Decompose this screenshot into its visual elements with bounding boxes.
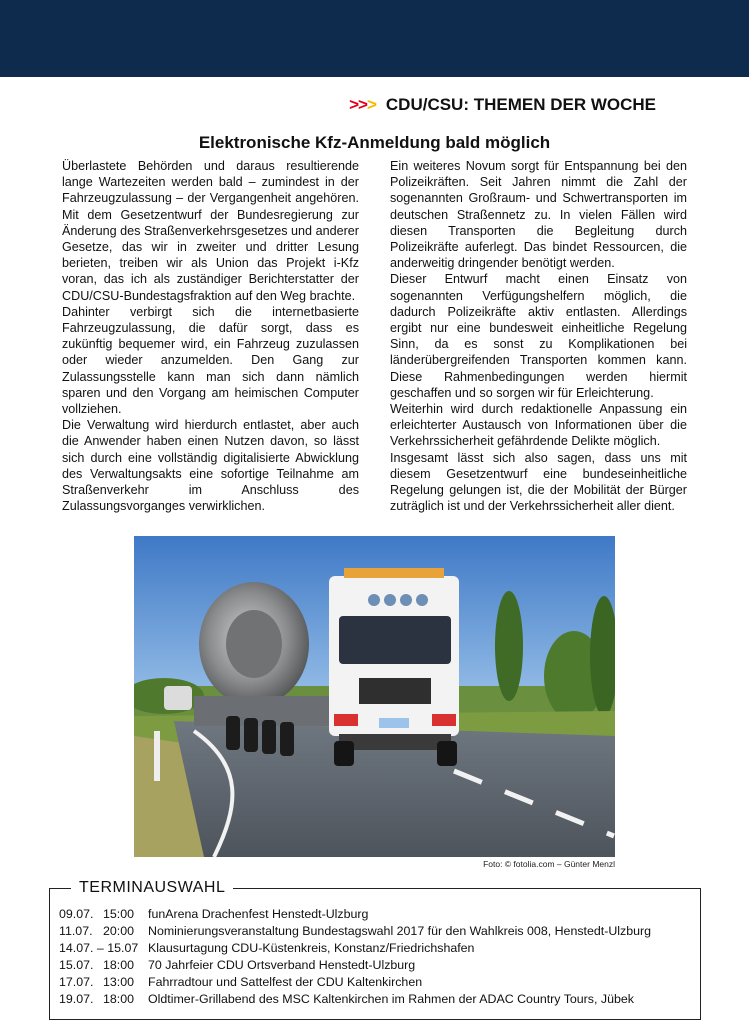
event-title: Oldtimer-Grillabend des MSC Kaltenkirchen im Rahmen der ADAC Country Tours, Jübek [148, 992, 634, 1006]
paragraph: Die Verwaltung wird hierdurch entlastet, aber auch die Anwender haben einen Nutzen davon, so lässt sich durch eine vollständig digitalisierte Abwicklung des Verwaltungsakts eine sofortige Teilnahme am Straßenverkehr im Anschluss des Zulassungsvorganges verwirklichen. [62, 418, 359, 514]
event-row [59, 940, 651, 957]
event-row [59, 974, 651, 991]
truck-photo [134, 536, 615, 857]
event-title: funArena Drachenfest Henstedt-Ulzburg [148, 907, 369, 921]
top-banner [0, 0, 749, 77]
event-title: Klausurtagung CDU-Küstenkreis, Konstanz/Friedrichshafen [148, 941, 475, 955]
article-headline: Elektronische Kfz-Anmeldung bald möglich [198, 133, 551, 152]
event-row [59, 957, 651, 974]
events-list [59, 906, 651, 1008]
event-date: 17.07. [59, 975, 94, 989]
event-date-range: 14.07. – 15.07 [59, 941, 139, 955]
event-date: 15.07. [59, 958, 94, 972]
paragraph: Ein weiteres Novum sorgt für Entspannung bei den Polizeikräften. Seit Jahren nimmt die Zahl der sogenannten Großraum- und Schwertransporten im deutschen Straßennetz zu. In vielen Fällen wird diesen Transporten die Begleitung durch Polizeikräfte auferlegt. Das bindet Ressourcen, die anderweitig dringender benötigt werden. [390, 159, 687, 271]
event-title: Nominierungsveranstaltung Bundestagswahl 2017 für den Wahlkreis 008, Henstedt-Ulzburg [148, 924, 652, 938]
arrows-icon: >>> [349, 95, 376, 114]
section-title: CDU/CSU: THEMEN DER WOCHE [385, 95, 656, 114]
paragraph: Weiterhin wird durch redaktionelle Anpassung ein erleichterter Austausch von Informationen über die Verkehrssicherheit gefährdende Delikte möglich. [390, 402, 687, 449]
event-time: 13:00 [103, 975, 135, 989]
events-title: TERMINAUSWAHL [71, 879, 233, 897]
paragraph: Dieser Entwurf macht einen Einsatz von sogenannten Verfügungshelfern möglich, die dadurch Polizeikräfte aktiv entlasten. Allerdings ergibt nur eine bundesweit einheitliche Regelung Sinn, da es sonst zu Komplikationen bei länderübergreifenden Transporten kommen kann. Diese Rahmenbedingungen werden hiermit geschaffen und so sorgen wir für Erleichterung. [390, 272, 687, 400]
article-column-right [390, 158, 687, 514]
event-date: 11.07. [59, 924, 93, 938]
event-row [59, 923, 651, 940]
event-title: 70 Jahrfeier CDU Ortsverband Henstedt-Ulzburg [148, 958, 416, 972]
event-row [59, 906, 651, 923]
event-date: 19.07. [59, 992, 94, 1006]
events-box [49, 879, 701, 1020]
event-date: 09.07. [59, 907, 94, 921]
event-time: 18:00 [103, 958, 135, 972]
photo-caption: Foto: © fotolia.com – Günter Menzl [483, 859, 615, 869]
event-row [59, 991, 651, 1008]
paragraph: Überlastete Behörden und daraus resultierende lange Wartezeiten werden bald – zumindest in der Fahrzeugzulassung – der Vergangenheit angehören. Mit dem Gesetzentwurf der Bundesregierung zur Änderung des Straßenverkehrsgesetzes und anderer Gesetze, das wir in zweiter und dritter Lesung berieten, treiben wir als Union das Projekt i-Kfz voran, das ich als zuständiger Berichterstatter der CDU/CSU-Bundestagsfraktion auf den Weg brachte. [62, 159, 359, 303]
event-time: 15:00 [103, 907, 135, 921]
article-column-left [62, 158, 359, 514]
event-time: 18:00 [103, 992, 135, 1006]
paragraph: Insgesamt lässt sich also sagen, dass uns mit diesem Gesetzentwurf eine bundeseinheitliche Regelung gelungen ist, die der Mobilität der Bürger zuträglich ist und der Verkehrssicherheit aller dient. [390, 450, 687, 514]
paragraph: Dahinter verbirgt sich die internetbasierte Fahrzeugzulassung, die dafür sorgt, dass es zukünftig bequemer wird, ein Fahrzeug zuzulassen oder wieder anzumelden. Den Gang zur Zulassungsstelle kann man sich dann nämlich sparen und den Vorgang am heimischen Computer vollziehen. [62, 304, 359, 417]
event-time: 20:00 [103, 924, 135, 938]
event-title: Fahrradtour und Sattelfest der CDU Kaltenkirchen [148, 975, 423, 989]
section-header [349, 95, 656, 115]
